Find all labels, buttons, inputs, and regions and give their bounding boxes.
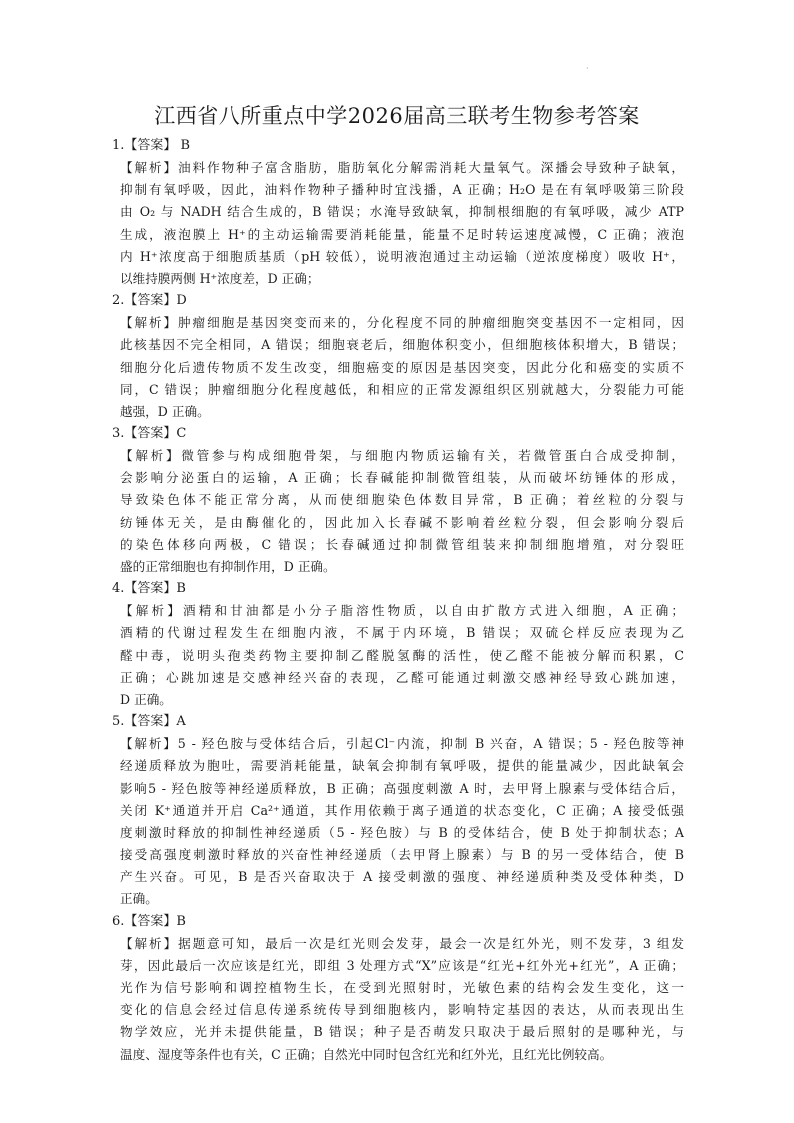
explanation-line: 影响5 - 羟色胺等神经递质释放，B 正确；高强度刺激 A 时，去甲肾上腺素与受体结合后， xyxy=(120,780,684,796)
explanation-line: 光作为信号影响和调控植物生长，在受到光照射时，光敏色素的结构会发生变化，这一 xyxy=(120,980,684,995)
explanation-line: 由 O₂ 与 NADH 结合生成的，B 错误；水淹导致缺氧，抑制根细胞的有氧呼吸，减少 ATP xyxy=(120,204,684,220)
explanation xyxy=(112,445,684,578)
answer-item-3 xyxy=(112,423,684,578)
explanation-line: 内 H⁺浓度高于细胞质基质（pH 较低），说明液泡通过主动运输（逆浓度梯度）吸收 H⁺， xyxy=(120,248,684,264)
answer-list xyxy=(112,135,684,1066)
explanation xyxy=(112,157,684,290)
explanation-line: 芽，因此最后一次应该是红光，即组 3 处理方式“X”应该是“红光+红外光+红光”，A 正确； xyxy=(120,957,684,973)
answer-line: 1.【答案】 B xyxy=(112,138,191,153)
answer-line: 2.【答案】D xyxy=(112,293,187,309)
answer-line: 6.【答案】B xyxy=(112,913,186,929)
explanation-line: 产生兴奋。可见，B 是否兴奋取决于 A 接受刺激的强度、神经递质种类及受体种类，D xyxy=(120,869,684,885)
explanation-line: 【解析】肿瘤细胞是基因突变而来的，分化程度不同的肿瘤细胞突变基因不一定相同，因 xyxy=(120,315,684,331)
page-mark: · xyxy=(586,64,589,73)
explanation-line: 【解析】油料作物种子富含脂肪，脂肪氧化分解需消耗大量氧气。深播会导致种子缺氧， xyxy=(120,160,684,175)
answer-line: 3.【答案】C xyxy=(112,426,187,442)
answer-item-4 xyxy=(112,578,684,711)
answer-item-2 xyxy=(112,290,684,423)
explanation-line: 接受高强度刺激时释放的兴奋性神经递质（去甲肾上腺素）与 B 的另一受体结合，使 B xyxy=(120,847,684,863)
answer-item-6 xyxy=(112,911,684,1066)
explanation xyxy=(112,733,684,911)
explanation-line: 【解析】微管参与构成细胞骨架，与细胞内物质运输有关，若微管蛋白合成受抑制， xyxy=(120,448,684,464)
explanation-line: 温度、湿度等条件也有关，C 正确；自然光中同时包含红光和红外光，且红光比例较高。 xyxy=(120,1046,613,1062)
explanation-line: 【解析】酒精和甘油都是小分子脂溶性物质，以自由扩散方式进入细胞，A 正确； xyxy=(120,603,684,619)
explanation-line: 度刺激时释放的抑制性神经递质（5 - 羟色胺）与 B 的受体结合，使 B 处于抑制状态；A xyxy=(120,824,684,840)
explanation-line: 抑制有氧呼吸，因此，油料作物种子播种时宜浅播，A 正确；H₂O 是在有氧呼吸第三阶段 xyxy=(120,182,684,198)
explanation-line: 醛中毒，说明头孢类药物主要抑制乙醛脱氢酶的活性，使乙醛不能被分解而积累，C xyxy=(120,647,684,663)
explanation-line: 越强，D 正确。 xyxy=(120,403,210,419)
explanation-line: 生成，液泡膜上 H⁺的主动运输需要消耗能量，能量不足时转运速度减慢，C 正确；液泡 xyxy=(120,226,684,242)
explanation-line: 经递质释放为胞吐，需要消耗能量，缺氧会抑制有氧呼吸，提供的能量减少，因此缺氧会 xyxy=(120,758,684,774)
explanation-line: 物学效应，光并未提供能量，B 错误；种子是否萌发只取决于最后照射的是哪种光，与 xyxy=(120,1024,684,1040)
explanation-line: 的染色体移向两极，C 错误；长春碱通过抑制微管组装来抑制细胞增殖，对分裂旺 xyxy=(120,536,684,552)
explanation-line: D 正确。 xyxy=(120,691,172,707)
explanation-line: 正确；心跳加速是交感神经兴奋的表现，乙醛可能通过刺激交感神经导致心跳加速， xyxy=(120,669,684,685)
explanation-line: 此核基因不完全相同，A 错误；细胞衰老后，细胞体积变小，但细胞核体积增大，B 错误； xyxy=(120,337,684,353)
explanation xyxy=(112,312,684,423)
explanation-line: 变化的信息会经过信息传递系统传导到细胞核内，影响特定基因的表达，从而表现出生 xyxy=(120,1002,684,1018)
explanation-line: 盛的正常细胞也有抑制作用，D 正确。 xyxy=(120,559,336,574)
explanation xyxy=(112,933,684,1066)
explanation-line: 同，C 错误；肿瘤细胞分化程度越低，和相应的正常发源组织区别就越大，分裂能力可能 xyxy=(120,381,684,397)
page-title: 江西省八所重点中学2026届高三联考生物参考答案 xyxy=(154,104,640,128)
answer-line: 5.【答案】A xyxy=(112,714,186,730)
explanation-line: 以维持膜两侧 H⁺浓度差，D 正确； xyxy=(120,270,320,286)
explanation-line: 正确。 xyxy=(120,891,158,907)
explanation xyxy=(112,600,684,711)
explanation-line: 会影响分泌蛋白的运输，A 正确；长春碱能抑制微管组装，从而破坏纺锤体的形成， xyxy=(120,470,684,486)
explanation-line: 细胞分化后遗传物质不发生改变，细胞癌变的原因是基因突变，因此分化和癌变的实质不 xyxy=(120,359,684,375)
explanation-line: 导致染色体不能正常分离，从而使细胞染色体数目异常，B 正确；着丝粒的分裂与 xyxy=(120,492,684,508)
explanation-line: 酒精的代谢过程发生在细胞内液，不属于内环境，B 错误；双硫仑样反应表现为乙 xyxy=(120,625,684,641)
answer-item-1 xyxy=(112,135,684,290)
answer-line: 4.【答案】B xyxy=(112,581,186,597)
explanation-line: 关闭 K⁺通道并开启 Ca²⁺通道，其作用依赖于离子通道的状态变化，C 正确；A 接受低强 xyxy=(120,802,684,818)
answer-item-5 xyxy=(112,711,684,911)
explanation-line: 【解析】5 - 羟色胺与受体结合后，引起Cl⁻内流，抑制 B 兴奋，A 错误；5 - 羟色胺等神 xyxy=(120,736,684,752)
explanation-line: 纺锤体无关，是由酶催化的，因此加入长春碱不影响着丝粒分裂，但会影响分裂后 xyxy=(120,514,684,530)
explanation-line: 【解析】据题意可知，最后一次是红光则会发芽，最会一次是红外光，则不发芽，3 组发 xyxy=(120,935,684,951)
